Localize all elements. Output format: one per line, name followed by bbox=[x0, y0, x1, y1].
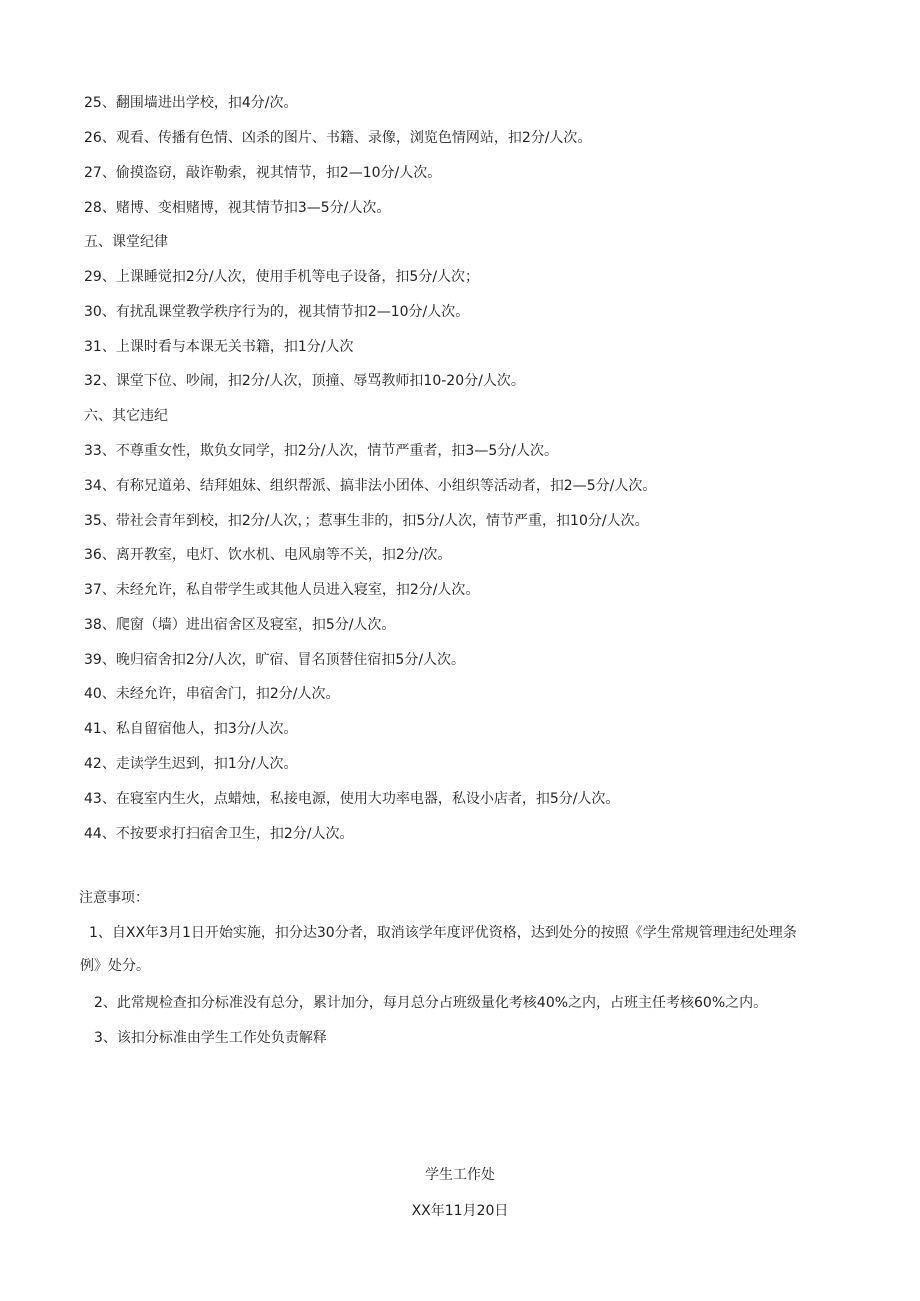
rule-44: 44、不按要求打扫宿舍卫生，扣2分/人次。 bbox=[84, 826, 354, 842]
rule-25: 25、翻围墙进出学校，扣4分/次。 bbox=[84, 95, 298, 111]
notes-title: 注意事项： bbox=[79, 890, 149, 906]
signature-office: 学生工作处 bbox=[425, 1167, 495, 1183]
rule-37: 37、未经允许，私自带学生或其他人员进入寝室，扣2分/人次。 bbox=[84, 582, 480, 598]
note-1 bbox=[80, 923, 844, 976]
note-1-line-2: 例》处分。 bbox=[80, 958, 150, 974]
rule-34: 34、有称兄道弟、结拜姐妹、组织帮派、搞非法小团体、小组织等活动者，扣2—5分/人次。 bbox=[84, 478, 657, 494]
rule-29: 29、上课睡觉扣2分/人次，使用手机等电子设备，扣5分/人次； bbox=[84, 269, 480, 285]
section-heading-classroom: 五、课堂纪律 bbox=[84, 234, 168, 250]
rule-27: 27、偷摸盗窃，敲诈勒索，视其情节，扣2—10分/人次。 bbox=[84, 165, 442, 181]
section-heading-other: 六、其它违纪 bbox=[84, 408, 168, 424]
rule-38: 38、爬窗（墙）进出宿舍区及寝室，扣5分/人次。 bbox=[84, 617, 396, 633]
rule-32: 32、课堂下位、吵闹，扣2分/人次，顶撞、辱骂教师扣10-20分/人次。 bbox=[84, 373, 525, 389]
rule-31: 31、上课时看与本课无关书籍，扣1分/人次 bbox=[84, 339, 354, 355]
rule-42: 42、走读学生迟到，扣1分/人次。 bbox=[84, 756, 298, 772]
note-1-line-1: 1、自XX年3月1日开始实施，扣分达30分者，取消该学年度评优资格，达到处分的按照《学生常规管理违纪处理条 bbox=[89, 925, 797, 941]
rule-40: 40、未经允许，串宿舍门，扣2分/人次。 bbox=[84, 686, 340, 702]
rule-41: 41、私自留宿他人，扣3分/人次。 bbox=[84, 721, 298, 737]
rule-28: 28、赌博、变相赌博，视其情节扣3—5分/人次。 bbox=[84, 200, 391, 216]
rule-35: 35、带社会青年到校，扣2分/人次，；惹事生非的，扣5分/人次，情节严重，扣10分/人次。 bbox=[84, 513, 649, 529]
rule-43: 43、在寝室内生火，点蜡烛，私接电源，使用大功率电器，私设小店者，扣5分/人次。 bbox=[84, 791, 620, 807]
note-3: 3、该扣分标准由学生工作处负责解释 bbox=[94, 1030, 327, 1046]
rule-30: 30、有扰乱课堂教学秩序行为的，视其情节扣2—10分/人次。 bbox=[84, 304, 470, 320]
rule-33: 33、不尊重女性，欺负女同学，扣2分/人次，情节严重者，扣3—5分/人次。 bbox=[84, 443, 558, 459]
note-2: 2、此常规检查扣分标准没有总分，累计加分，每月总分占班级量化考核40%之内，占班主任考核60%之内。 bbox=[94, 995, 768, 1011]
rule-39: 39、晚归宿舍扣2分/人次，旷宿、冒名顶替住宿扣5分/人次。 bbox=[84, 652, 466, 668]
rule-26: 26、观看、传播有色情、凶杀的图片、书籍、录像，浏览色情网站，扣2分/人次。 bbox=[84, 130, 592, 146]
signature-date: XX年11月20日 bbox=[411, 1203, 509, 1219]
rule-36: 36、离开教室，电灯、饮水机、电风扇等不关，扣2分/次。 bbox=[84, 547, 452, 563]
